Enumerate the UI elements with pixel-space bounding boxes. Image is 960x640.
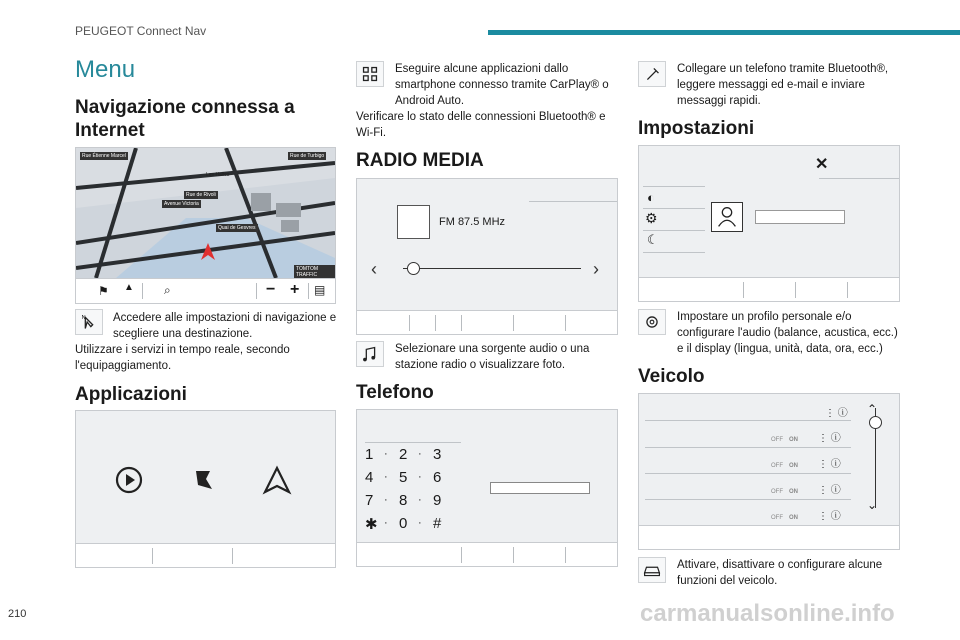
toggle-off-label[interactable]: OFF bbox=[771, 515, 783, 521]
dial-key[interactable]: 6 bbox=[433, 469, 442, 486]
map-label-1: Rue Étienne Marcel bbox=[82, 153, 126, 159]
nav-toolbar bbox=[76, 278, 335, 303]
toolbar-separator bbox=[513, 547, 514, 563]
nav-text-1: Accedere alle impostazioni di navigazione e scegliere una destinazione. bbox=[113, 312, 337, 340]
nav-screen bbox=[75, 147, 336, 304]
key-separator: · bbox=[418, 471, 422, 483]
dial-key[interactable]: # bbox=[433, 515, 442, 532]
toolbar-separator bbox=[232, 548, 233, 564]
feature-toggle-row[interactable] bbox=[771, 480, 871, 494]
key-separator: · bbox=[384, 517, 388, 529]
toggle-on-label[interactable]: ON bbox=[789, 437, 798, 443]
map-label-2: Rue de Turbigo bbox=[290, 153, 325, 159]
close-icon[interactable]: ✕ bbox=[815, 156, 829, 173]
scroll-up-icon[interactable]: ⌃ bbox=[867, 402, 878, 416]
dial-key[interactable]: 7 bbox=[365, 492, 374, 509]
traffic-label: TOMTOM TRAFFIC bbox=[294, 265, 335, 279]
feature-toggle-row[interactable] bbox=[771, 428, 871, 442]
dial-key[interactable]: 1 bbox=[365, 446, 374, 463]
navigation-icon bbox=[75, 309, 103, 335]
phone-heading: Telefono bbox=[356, 382, 434, 403]
settings-divider bbox=[643, 252, 705, 253]
svg-text:N: N bbox=[81, 315, 86, 322]
key-separator: · bbox=[418, 517, 422, 529]
flag-icon[interactable]: ⚑ bbox=[98, 284, 109, 298]
toggle-off-label[interactable]: OFF bbox=[771, 437, 783, 443]
toolbar-separator bbox=[461, 315, 462, 331]
vehicle-heading: Veicolo bbox=[638, 366, 705, 387]
toggle-on-label[interactable]: ON bbox=[789, 489, 798, 495]
apps-text-2: Verificare lo stato delle connessioni Bluetooth® e Wi-Fi. bbox=[356, 111, 606, 139]
feature-toggle-row[interactable] bbox=[771, 506, 871, 520]
audio-settings-icon[interactable]: ⚙ bbox=[645, 210, 658, 226]
vehicle-toolbar bbox=[639, 525, 899, 549]
key-separator: · bbox=[384, 448, 388, 460]
bluetooth-phone-icon bbox=[638, 61, 666, 87]
toolbar-separator bbox=[152, 548, 153, 564]
info-icon[interactable]: ⋮ ⓘ bbox=[818, 433, 841, 444]
menu-title: Menu bbox=[75, 56, 136, 83]
key-separator: · bbox=[418, 494, 422, 506]
phone-screen bbox=[356, 409, 618, 567]
settings-divider bbox=[643, 186, 705, 187]
toolbar-separator bbox=[565, 315, 566, 331]
dial-key[interactable]: 3 bbox=[433, 446, 442, 463]
scrollbar-knob[interactable] bbox=[869, 416, 882, 429]
compass-icon[interactable]: ▲ bbox=[124, 282, 134, 293]
map-view-icon[interactable]: ▤ bbox=[314, 283, 326, 297]
watermark: carmanualsonline.info bbox=[640, 600, 895, 627]
map-label-6: Quai de Gesvres bbox=[218, 225, 256, 231]
phone-toolbar bbox=[357, 542, 617, 566]
toolbar-separator bbox=[142, 283, 143, 299]
phone-text: Collegare un telefono tramite Bluetooth®, leggere messaggi ed e-mail e inviare messaggi rapidi. bbox=[677, 63, 889, 107]
dialer-divider bbox=[365, 442, 461, 443]
car-icon bbox=[638, 557, 666, 583]
station-frequency: FM 87.5 MHz bbox=[439, 216, 506, 228]
map-label-3: Les Halles bbox=[206, 172, 230, 178]
zoom-in-icon[interactable]: + bbox=[290, 281, 300, 298]
settings-screen bbox=[638, 145, 900, 302]
scroll-down-icon[interactable]: ⌄ bbox=[867, 498, 878, 512]
vehicle-divider bbox=[645, 447, 851, 448]
settings-divider bbox=[819, 178, 899, 179]
key-separator: · bbox=[384, 494, 388, 506]
settings-divider bbox=[643, 230, 705, 231]
radio-text: Selezionare una sorgente audio o una stazione radio o visualizzare foto. bbox=[395, 343, 590, 371]
dial-key[interactable]: 9 bbox=[433, 492, 442, 509]
map-image bbox=[76, 148, 335, 278]
settings-toolbar bbox=[639, 277, 899, 301]
toolbar-separator bbox=[461, 547, 462, 563]
apps-text-1: Eseguire alcune applicazioni dallo smartphone connesso tramite CarPlay® o Android Auto. bbox=[395, 63, 609, 107]
radio-divider bbox=[529, 201, 617, 202]
running-header: PEUGEOT Connect Nav bbox=[75, 24, 207, 38]
number-display[interactable] bbox=[490, 482, 590, 494]
key-separator: · bbox=[418, 448, 422, 460]
vehicle-divider bbox=[645, 473, 851, 474]
theme-icon[interactable]: ◐ bbox=[647, 190, 655, 205]
radio-screen bbox=[356, 178, 618, 335]
settings-divider bbox=[643, 208, 705, 209]
toggle-on-label[interactable]: ON bbox=[789, 463, 798, 469]
previous-icon[interactable]: ‹ bbox=[371, 259, 377, 279]
map-label-4: Rue de Rivoli bbox=[186, 192, 216, 198]
nav-text-2: Utilizzare i servizi in tempo reale, secondo l'equipaggiamento. bbox=[75, 344, 290, 372]
header-accent-bar bbox=[488, 30, 960, 35]
frequency-slider-track[interactable] bbox=[403, 268, 581, 269]
station-logo bbox=[397, 205, 430, 239]
dial-key[interactable]: 0 bbox=[399, 515, 408, 532]
dial-key[interactable]: 8 bbox=[399, 492, 408, 509]
nav-heading: Navigazione connessa a Internet bbox=[75, 97, 295, 141]
dial-key[interactable]: ✱ bbox=[365, 516, 378, 533]
toolbar-separator bbox=[513, 315, 514, 331]
toolbar-separator bbox=[795, 282, 796, 298]
apps-grid-icon bbox=[356, 61, 384, 87]
settings-text: Impostare un profilo personale e/o configurare l'audio (balance, acustica, ecc.) e il display (lingua, unità, data, ora, ecc.) bbox=[677, 311, 898, 355]
music-note-icon bbox=[356, 341, 384, 367]
android-auto-icon[interactable] bbox=[262, 465, 292, 495]
next-icon[interactable]: › bbox=[593, 259, 599, 279]
key-separator: · bbox=[384, 471, 388, 483]
radio-toolbar bbox=[357, 310, 617, 334]
toolbar-separator bbox=[847, 282, 848, 298]
apps-screen bbox=[75, 410, 336, 568]
profile-name-field[interactable] bbox=[755, 210, 845, 224]
mirrorlink-icon[interactable] bbox=[188, 465, 218, 495]
vehicle-divider bbox=[645, 499, 851, 500]
toolbar-separator bbox=[256, 283, 257, 299]
toggle-off-label[interactable]: OFF bbox=[771, 463, 783, 469]
toolbar-separator bbox=[409, 315, 410, 331]
profile-icon[interactable] bbox=[711, 202, 743, 232]
page-number: 210 bbox=[8, 608, 27, 620]
apps-toolbar bbox=[76, 543, 335, 567]
toggle-on-label[interactable]: ON bbox=[789, 515, 798, 521]
info-icon[interactable]: ⋮ ⓘ bbox=[818, 511, 841, 522]
options-icon[interactable]: ⋮ ⓘ bbox=[825, 408, 848, 419]
zoom-out-icon[interactable]: − bbox=[266, 281, 276, 298]
toolbar-separator bbox=[743, 282, 744, 298]
apps-heading: Applicazioni bbox=[75, 384, 187, 405]
toolbar-separator bbox=[565, 547, 566, 563]
carplay-icon[interactable] bbox=[114, 465, 144, 495]
vehicle-screen bbox=[638, 393, 900, 550]
feature-toggle-row[interactable] bbox=[771, 454, 871, 468]
info-icon[interactable]: ⋮ ⓘ bbox=[818, 485, 841, 496]
dial-key[interactable]: 5 bbox=[399, 469, 408, 486]
toolbar-separator bbox=[308, 283, 309, 299]
night-mode-icon[interactable]: ☾ bbox=[647, 232, 659, 247]
settings-gear-icon bbox=[638, 309, 666, 335]
map-label-5: Avenue Victoria bbox=[164, 201, 199, 207]
vehicle-divider bbox=[645, 420, 851, 421]
dial-key[interactable]: 2 bbox=[399, 446, 408, 463]
info-icon[interactable]: ⋮ ⓘ bbox=[818, 459, 841, 470]
toggle-off-label[interactable]: OFF bbox=[771, 489, 783, 495]
dial-key[interactable]: 4 bbox=[365, 469, 374, 486]
toolbar-separator bbox=[435, 315, 436, 331]
frequency-slider-knob[interactable] bbox=[407, 262, 420, 275]
settings-heading: Impostazioni bbox=[638, 118, 755, 139]
radio-heading: RADIO MEDIA bbox=[356, 150, 484, 171]
search-icon[interactable]: ⌕ bbox=[164, 283, 171, 297]
vehicle-text: Attivare, disattivare o configurare alcune funzioni del veicolo. bbox=[677, 559, 883, 587]
